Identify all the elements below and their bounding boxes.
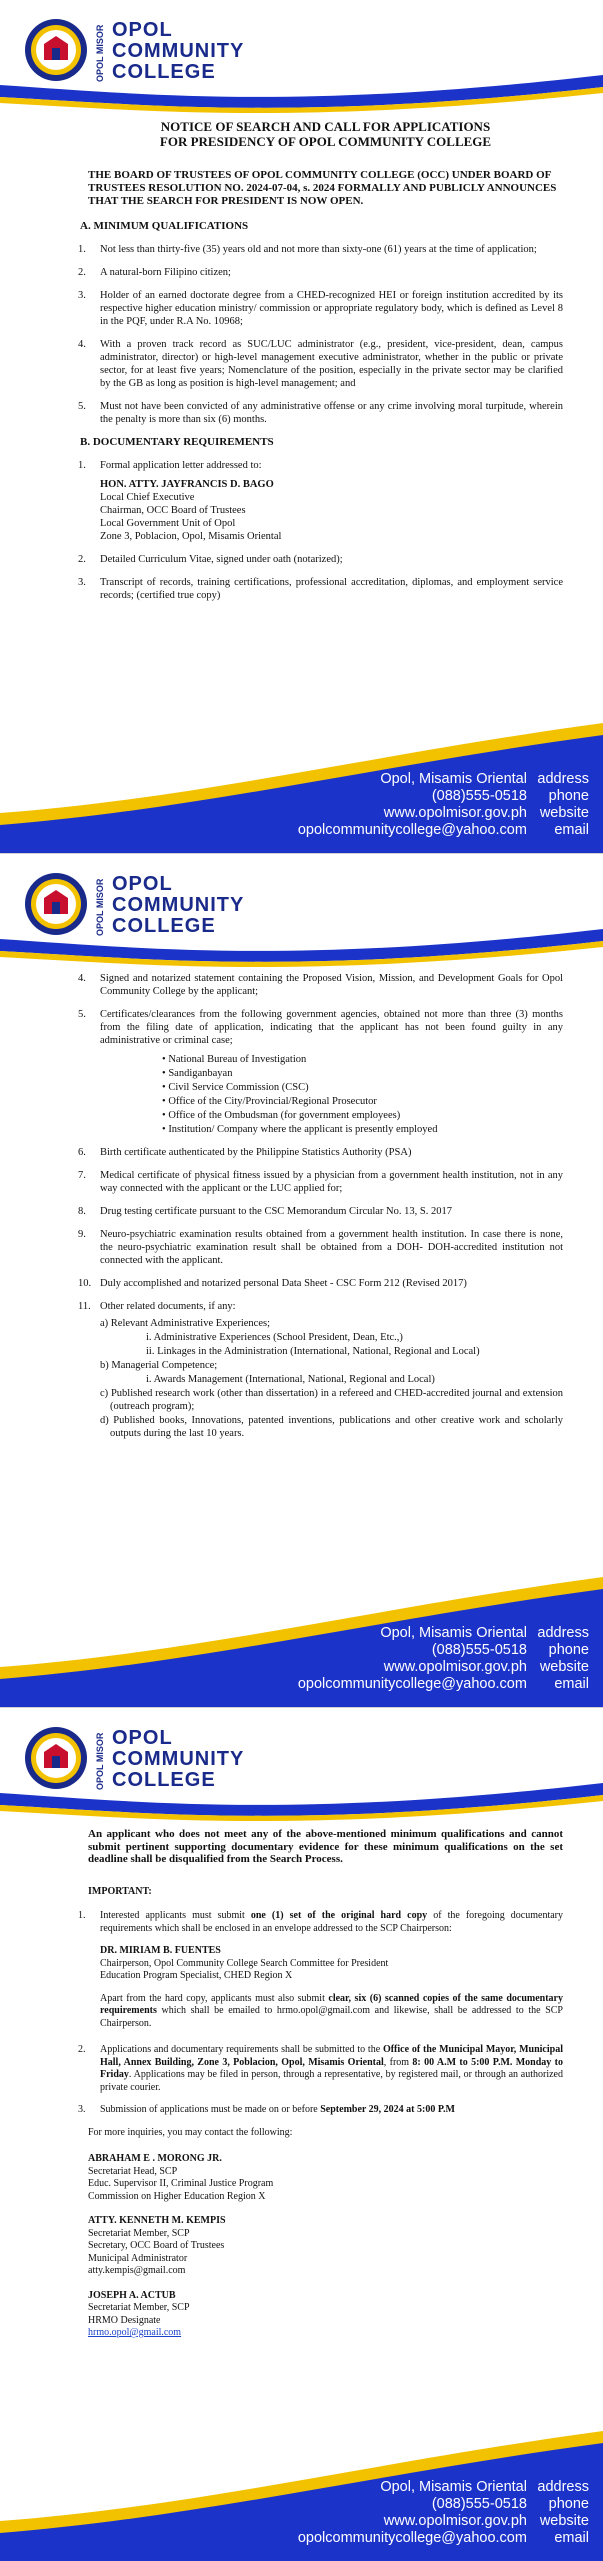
item-emphasis: Office of the Municipal Mayor, Municipal Hall, Annex Building, Zone 3, Poblacion, Opol, Misamis Oriental [100,2044,563,2068]
agency-item: • Civil Service Commission (CSC) [162,1081,563,1094]
page-3 [0,1707,603,2561]
item-number: 5. [78,401,86,412]
qualifications-list [78,243,563,426]
footer-phone: (088)555-0518 [431,788,527,804]
important-heading: IMPORTANT: [88,1885,152,1897]
chair-line: Education Program Specialist, CHED Region X [100,1970,293,1981]
item-text: Not less than thirty-five (35) years old and not more than sixty-one (61) years at the time of application; [100,244,537,255]
item-number: 7. [78,1170,86,1181]
item-text: Transcript of records, training certifications, professional accreditation, diplomas, and employment service records; (certified true copy) [100,577,563,601]
addressee-name: HON. ATTY. JAYFRANCIS D. BAGO [100,479,274,490]
contact-line: HRMO Designate [88,2314,161,2326]
item-number: 2. [78,554,86,565]
board-announcement: THE BOARD OF TRUSTEES OF OPOL COMMUNITY COLLEGE (OCC) UNDER BOARD OF TRUSTEES RESOLUTION NO. 2024-07-04, s. 2024 FORMALLY AND PUBLICLY ANNOUNCES THAT THE SEARCH FOR PRESIDENT IS NOW OPEN. [88,169,557,207]
page-1 [0,0,603,853]
list-item [78,400,563,426]
contact-line: Secretary, OCC Board of Trustees [88,2240,225,2251]
page-1-content [0,115,603,612]
college-seal-icon [24,872,88,936]
item-text: With a proven track record as SUC/LUC administrator (e.g., president, vice-president, dean, campus administrator, director) or high-level management executive administrator, whether in the public or private sector, for at least five years; Nomenclature of the position, especially in the private sector may be clarified by the GB as long as position is high-level management; and [100,339,563,389]
agency-item: • Sandiganbayan [162,1067,563,1080]
item-number: 2. [78,2044,86,2055]
item-text: Neuro-psychiatric examination results obtained from a government health institution. In case there is none, the neuro-psychiatric examination result shall be obtained from a DOH- DOH-accredited institution not connected with the applicant. [100,1229,563,1266]
item-number: 3. [78,577,86,588]
page-2-content [0,972,603,1450]
footer-website-label: website [539,2513,589,2529]
college-line-3: COLLEGE [112,61,216,83]
addressee-line: Chairman, OCC Board of Trustees [100,505,246,516]
contact-list [88,2153,563,2340]
college-seal-icon [24,1726,88,1790]
item-text: Duly accomplished and notarized personal Data Sheet - CSC Form 212 (Revised 2017) [100,1278,467,1289]
college-line-1: OPOL [112,19,173,41]
footer-phone-label: phone [548,2496,589,2512]
list-item [78,1169,563,1195]
requirements-list-continued [78,972,563,1440]
item-text: Detailed Curriculum Vitae, signed under oath (notarized); [100,554,343,565]
list-item [78,972,563,998]
section-a-heading: A. MINIMUM QUALIFICATIONS [80,220,249,232]
sub-item: b) Managerial Competence; [100,1360,218,1371]
college-line-1: OPOL [112,873,173,895]
item-text: . Applications may be filed in person, through a representative, by registered mail, or through an authorized private courier. [100,2069,563,2093]
contact-person [88,2290,563,2340]
list-item [78,243,563,256]
scan-copies-note [100,1993,563,2031]
footer-email-label: email [554,2530,589,2546]
item-number: 11. [78,1301,91,1312]
chair-line: Chairperson, Opol Community College Search Committee for President [100,1957,389,1969]
list-item [78,1146,563,1159]
page-3-content [0,1818,603,2352]
contact-line: Secretariat Member, SCP [88,2302,190,2313]
footer-address: Opol, Misamis Oriental [380,2479,527,2495]
list-item [78,1205,563,1218]
footer-address: Opol, Misamis Oriental [380,1625,527,1641]
item-number: 3. [78,290,86,301]
footer-email[interactable]: opolcommunitycollege@yahoo.com [297,1676,527,1692]
requirements-list [78,459,563,602]
item-text: of the foregoing documentary requirements which shall be enclosed in an envelope addressed to the SCP Chairperson: [100,1910,563,1934]
scan-text: which shall be emailed to hrmo.opol@gmail.com and likewise, shall be addressed to the SCP Chairperson. [100,2005,563,2029]
college-line-2: COMMUNITY [112,40,245,62]
list-item [78,289,563,328]
scan-text: Apart from the hard copy, applicants must also submit [100,1992,329,2004]
item-number: 3. [78,2104,86,2115]
sub-item: i. Awards Management (International, National, Regional and Local) [146,1374,435,1385]
college-line-3: COLLEGE [112,915,216,937]
agency-list [100,1053,563,1136]
college-name [112,20,244,83]
contact-person [88,2153,563,2203]
list-item [78,576,563,602]
agency-item: • National Bureau of Investigation [162,1053,563,1066]
list-item [78,553,563,566]
list-item [78,266,563,279]
item-number: 2. [78,267,86,278]
item-text: Applications and documentary requirements shall be submitted to the [100,2044,383,2055]
item-number: 4. [78,339,86,350]
list-item [78,338,563,390]
list-item [78,1008,563,1136]
list-item [78,1228,563,1267]
item-text: Signed and notarized statement containing the Proposed Vision, Mission, and Development Goals for Opol Community College by the applicant; [100,973,563,997]
item-number: 4. [78,973,86,984]
item-emphasis: September 29, 2024 at 5:00 P.M [320,2104,455,2115]
footer-email[interactable]: opolcommunitycollege@yahoo.com [297,822,527,838]
contact-email[interactable]: atty.kempis@gmail.com [88,2265,186,2276]
college-line-2: COMMUNITY [112,1748,245,1770]
college-line-1: OPOL [112,1727,173,1749]
footer-website[interactable]: www.opolmisor.gov.ph [383,805,527,821]
footer-address-label: address [537,1625,589,1641]
item-emphasis: one (1) set of the original hard copy [250,1910,428,1921]
section-b-heading: B. DOCUMENTARY REQUIREMENTS [80,436,274,448]
list-item [78,2044,563,2094]
footer-address-label: address [537,771,589,787]
letterhead [0,1708,603,1818]
footer-phone-label: phone [548,1642,589,1658]
item-number: 1. [78,244,86,255]
footer-website[interactable]: www.opolmisor.gov.ph [383,2513,527,2529]
item-number: 5. [78,1009,86,1020]
notice-title [48,119,603,149]
agency-item: • Office of the City/Provincial/Regional Prosecutor [162,1095,563,1108]
vertical-brand-icon [94,1728,106,1792]
contact-line: Secretariat Head, SCP [88,2165,178,2177]
title-line-1: NOTICE OF SEARCH AND CALL FOR APPLICATIONS [160,119,491,134]
list-item [78,1300,563,1440]
addressee-block [100,478,563,543]
list-item [78,2104,563,2117]
agency-item: • Institution/ Company where the applicant is presently employed [162,1123,563,1136]
college-line-3: COLLEGE [112,1769,216,1791]
item-emphasis: 8: 00 A.M to 5:00 P.M. Monday to Friday [100,2056,563,2080]
contact-block [298,2479,589,2547]
contact-block [298,771,589,839]
footer-website-label: website [539,1659,589,1675]
footer [0,2411,603,2561]
title-line-2: FOR PRESIDENCY OF OPOL COMMUNITY COLLEGE [159,134,492,149]
college-name [112,874,244,937]
other-documents [100,1317,563,1440]
inquiries-note: For more inquiries, you may contact the following: [88,2126,293,2138]
footer-phone-label: phone [548,788,589,804]
item-text: Certificates/clearances from the following government agencies, obtained not more than three (3) months from the filing date of application, indicating that the applicant has not been found guilty in any administrative or criminal case; [100,1009,563,1046]
list-item [78,1910,563,2030]
footer-phone: (088)555-0518 [431,2496,527,2512]
footer-email[interactable]: opolcommunitycollege@yahoo.com [297,2530,527,2546]
addressee-line: Zone 3, Poblacion, Opol, Misamis Oriental [100,531,282,542]
letterhead [0,854,603,964]
contact-block [298,1625,589,1693]
item-text: Drug testing certificate pursuant to the CSC Memorandum Circular No. 13, S. 2017 [100,1206,452,1217]
chair-block [100,1945,563,1983]
addressee-line: Local Chief Executive [100,492,195,503]
footer-website[interactable]: www.opolmisor.gov.ph [383,1659,527,1675]
agency-item: • Office of the Ombudsman (for government employees) [162,1109,563,1122]
contact-email-link[interactable]: hrmo.opol@gmail.com [88,2327,182,2338]
footer-email-label: email [554,822,589,838]
contact-name: ABRAHAM E . MORONG JR. [88,2153,222,2164]
contact-name: JOSEPH A. ACTUB [88,2289,176,2301]
item-text: Medical certificate of physical fitness issued by a physician from a government health institution, not in any way connected with the applicant or the LUC applied for; [100,1170,563,1194]
footer-address-label: address [537,2479,589,2495]
item-text: , from [383,2056,413,2068]
item-text: Submission of applications must be made on or before [100,2104,321,2115]
sub-item: ii. Linkages in the Administration (International, National, Regional and Local) [146,1346,480,1357]
sub-item: c) Published research work (other than dissertation) in a refereed and CHED-accredited journal and extension (outreach program); [100,1388,563,1412]
contact-name: ATTY. KENNETH M. KEMPIS [88,2215,226,2226]
contact-line: Educ. Supervisor II, Criminal Justice Program [88,2178,274,2189]
item-text: A natural-born Filipino citizen; [100,267,231,278]
contact-line: Commission on Higher Education Region X [88,2190,266,2202]
contact-person [88,2215,563,2278]
addressee-line: Local Government Unit of Opol [100,518,236,529]
disqualification-notice: An applicant who does not meet any of the above-mentioned minimum qualifications and cannot submit pertinent supporting documentary evidence for these minimum qualifications on the set deadline shall be disqualified from the Search Process. [88,1828,563,1865]
svg-text:OPOL MISOR: OPOL MISOR [95,878,105,936]
item-number: 10. [78,1278,92,1289]
college-name [112,1728,244,1791]
item-number: 9. [78,1229,86,1240]
item-number: 8. [78,1206,86,1217]
footer [0,1557,603,1707]
vertical-brand-icon [94,20,106,84]
college-line-2: COMMUNITY [112,894,245,916]
footer-website-label: website [539,805,589,821]
item-text: Formal application letter addressed to: [100,460,262,471]
item-text: Holder of an earned doctorate degree from a CHED-recognized HEI or foreign institution accredited by its respective higher education ministry/ commission or appropriate regulatory body, which is defined as Level 8 in the PQF, under R.A No. 10968; [100,290,563,327]
contact-line: Municipal Administrator [88,2252,188,2264]
item-number: 1. [78,1910,86,1921]
header-wave-icon [0,55,603,115]
college-seal-icon [24,18,88,82]
scan-emphasis: clear, six (6) scanned copies of the same documentary requirements [100,1992,563,2016]
item-text: Interested applicants must submit [100,1910,251,1921]
chair-name: DR. MIRIAM B. FUENTES [100,1945,221,1956]
item-text: Other related documents, if any: [100,1301,236,1312]
contact-line: Secretariat Member, SCP [88,2227,190,2239]
important-list [78,1910,563,2117]
footer [0,703,603,853]
letterhead [0,0,603,110]
vertical-brand-icon [94,874,106,938]
sub-item: i. Administrative Experiences (School President, Dean, Etc.,) [146,1332,403,1343]
header-wave-icon [0,909,603,969]
footer-address: Opol, Misamis Oriental [380,771,527,787]
list-item [78,459,563,543]
footer-phone: (088)555-0518 [431,1642,527,1658]
footer-email-label: email [554,1676,589,1692]
item-number: 1. [78,460,86,471]
svg-text:OPOL MISOR: OPOL MISOR [95,24,105,82]
item-number: 6. [78,1147,86,1158]
sub-item: d) Published books, Innovations, patented inventions, publications and other creative work and scholarly outputs during the last 10 years. [100,1415,563,1439]
item-text: Birth certificate authenticated by the Philippine Statistics Authority (PSA) [100,1147,412,1158]
item-text: Must not have been convicted of any administrative offense or any crime involving moral turpitude, wherein the penalty is more than six (6) months. [100,401,563,425]
svg-text:OPOL MISOR: OPOL MISOR [95,1732,105,1790]
header-wave-icon [0,1763,603,1823]
sub-item: a) Relevant Administrative Experiences; [100,1318,270,1329]
list-item [78,1277,563,1290]
page-2 [0,853,603,1707]
